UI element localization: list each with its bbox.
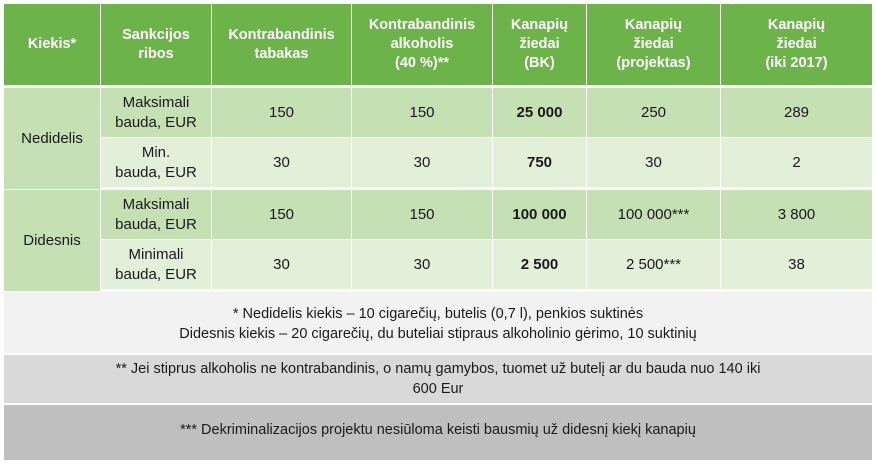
header-tobacco-line2: tabakas — [254, 45, 309, 62]
footnote-alcohol-line1: ** Jei stiprus alkoholis ne kontrabandinis, o namų gamybos, tuomet už butelį ar du bauda nuo 140 iki — [115, 361, 761, 377]
table-row — [4, 190, 872, 240]
bk-cell: 100 000 — [493, 190, 587, 240]
limit-cell — [101, 190, 212, 240]
header-bk-line2: žiedai — [519, 36, 560, 52]
header-limits-line2: ribos — [138, 45, 174, 62]
header-proj-line1: Kanapių — [624, 17, 683, 33]
header-alcohol-line2: alkoholis — [390, 36, 454, 52]
footnote-decriminalization-text: *** Dekriminalizacijos projektu nesiūloma keisti bausmių už didesnį kiekį kanapių — [180, 422, 696, 438]
project-cell: 100 000*** — [587, 190, 721, 240]
group-large: Didesnis — [4, 190, 101, 292]
header-old-line2: žiedai — [776, 36, 817, 52]
header-old-line1: Kanapių — [767, 17, 826, 33]
old-cell: 3 800 — [721, 190, 872, 240]
header-cannabis-bk — [493, 4, 587, 88]
limit-cell — [101, 240, 212, 292]
bk-cell: 750 — [493, 138, 587, 190]
header-tobacco-line1: Kontrabandinis — [228, 26, 335, 43]
limit-line1: Maksimali — [122, 93, 190, 111]
header-alcohol — [352, 4, 493, 88]
group-small: Nedidelis — [4, 88, 101, 190]
tobacco-cell: 150 — [212, 88, 352, 138]
header-qty-label: Kiekis* — [27, 36, 77, 52]
limit-cell — [101, 138, 212, 190]
footnote-alcohol — [4, 355, 872, 405]
project-cell: 2 500*** — [587, 240, 721, 292]
header-alcohol-line3: (40 %)** — [395, 55, 449, 71]
footnote-decriminalization — [4, 405, 872, 460]
header-tobacco — [212, 4, 352, 88]
limit-line1: Min. — [141, 143, 171, 161]
old-cell: 289 — [721, 88, 872, 138]
alcohol-cell: 30 — [352, 138, 493, 190]
header-bk-line1: Kanapių — [510, 17, 569, 33]
header-bk-line3: (BK) — [524, 55, 555, 71]
table-row — [4, 88, 872, 138]
header-row — [4, 4, 872, 88]
header-qty — [4, 4, 101, 88]
table-row — [4, 138, 872, 190]
project-cell: 30 — [587, 138, 721, 190]
bk-cell: 25 000 — [493, 88, 587, 138]
footnotes — [4, 292, 872, 460]
limit-line2: bauda, EUR — [115, 215, 197, 233]
header-proj-line2: žiedai — [633, 36, 674, 52]
limit-line2: bauda, EUR — [115, 163, 197, 181]
limit-line2: bauda, EUR — [115, 265, 197, 283]
limit-line2: bauda, EUR — [115, 113, 197, 131]
table-row — [4, 240, 872, 292]
limit-cell — [101, 88, 212, 138]
header-limits-line1: Sankcijos — [122, 26, 190, 43]
alcohol-cell: 30 — [352, 240, 493, 292]
old-cell: 38 — [721, 240, 872, 292]
bk-cell: 2 500 — [493, 240, 587, 292]
alcohol-cell: 150 — [352, 190, 493, 240]
tobacco-cell: 30 — [212, 138, 352, 190]
header-alcohol-line1: Kontrabandinis — [368, 17, 476, 33]
alcohol-cell: 150 — [352, 88, 493, 138]
header-cannabis-old — [721, 4, 872, 88]
footnote-quantity — [4, 292, 872, 355]
footnote-quantity-line2: Didesnis kiekis – 20 cigarečių, du buteliai stipraus alkoholinio gėrimo, 10 suktinių — [179, 326, 697, 342]
header-cannabis-project — [587, 4, 721, 88]
tobacco-cell: 30 — [212, 240, 352, 292]
project-cell: 250 — [587, 88, 721, 138]
limit-line1: Minimali — [128, 245, 184, 263]
tobacco-cell: 150 — [212, 190, 352, 240]
sanctions-table — [4, 4, 872, 292]
limit-line1: Maksimali — [122, 195, 190, 213]
header-proj-line3: (projektas) — [616, 55, 691, 71]
old-cell: 2 — [721, 138, 872, 190]
footnote-quantity-line1: * Nedidelis kiekis – 10 cigarečių, butelis (0,7 l), penkios suktinės — [232, 306, 644, 322]
header-limits — [101, 4, 212, 88]
header-old-line3: (iki 2017) — [765, 55, 828, 71]
footnote-alcohol-line2: 600 Eur — [412, 381, 464, 397]
